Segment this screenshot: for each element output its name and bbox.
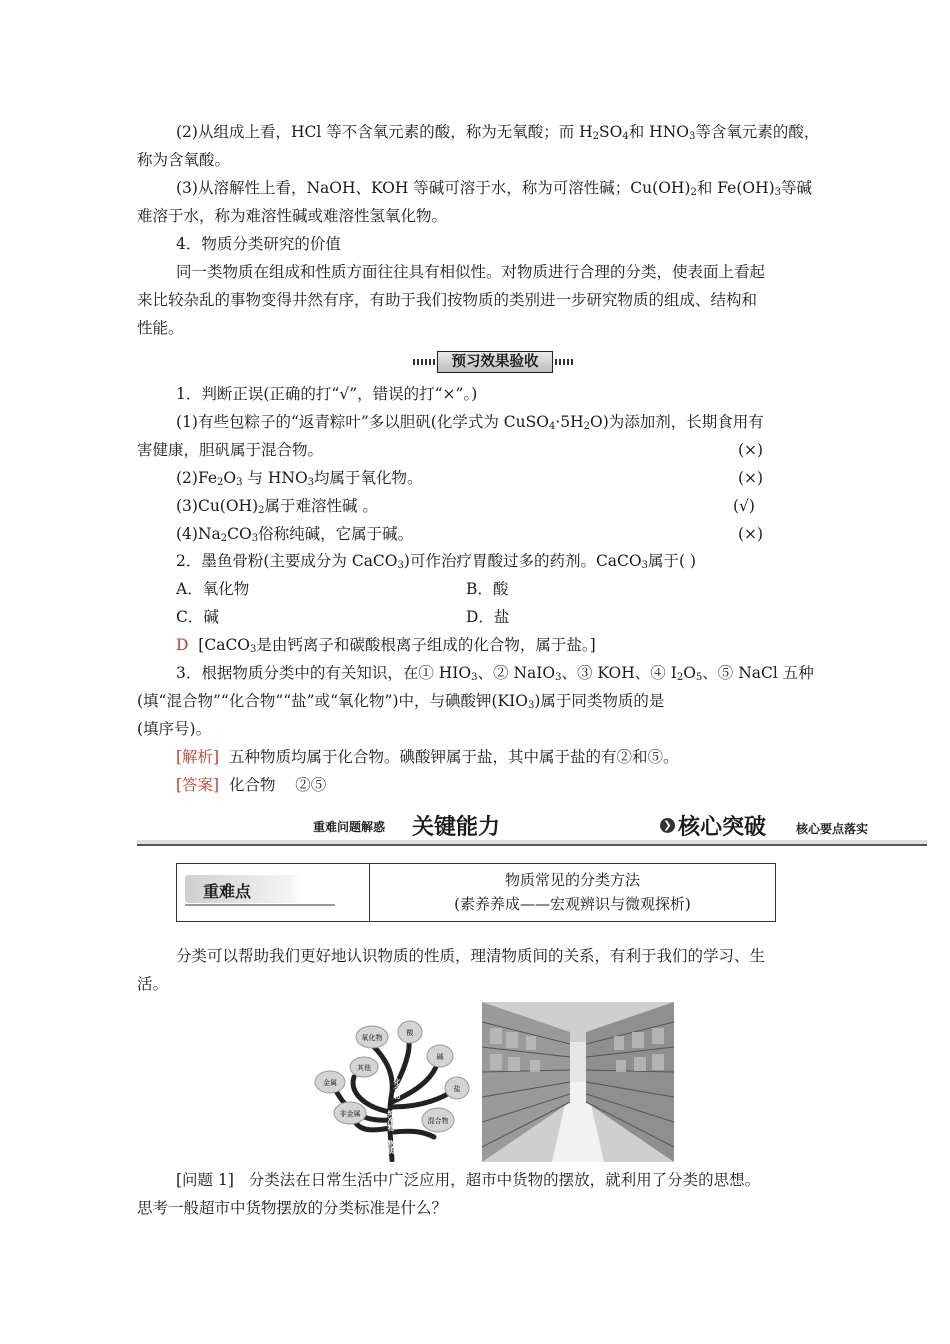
- para-2-line-2: 称为含氧酸。: [137, 151, 231, 169]
- q3-line-1: 3．根据物质分类中的有关知识，在① $HIO_3$、② NaIO$_3$、③ KOH、④ $I_2O_5$、⑤ NaCl 五种: [176, 664, 814, 683]
- q2-stem: 2．墨鱼骨粉(主要成分为 CaCO$_3$)可作治疗胃酸过多的药剂。CaCO$_3$属于( ): [176, 552, 697, 571]
- para-3-line-2: 难溶于水，称为难溶性碱或难溶性氢氧化物。: [137, 207, 448, 225]
- key-point-title-cell: [370, 864, 775, 925]
- problem-1-line-2: 思考一般超市中货物摆放的分类标准是什么？: [137, 1199, 448, 1217]
- q1-item-4-mark: (×): [738, 525, 764, 543]
- q1-item-3-mark: (√): [733, 497, 755, 515]
- q2-answer: D [CaCO$_3$是由钙离子和碳酸根离子组成的化合物，属于盐。]: [176, 636, 596, 655]
- tree-leaf-oxide: 氧化物: [361, 1034, 383, 1042]
- banner-right-caption: 核心要点落实: [796, 822, 869, 836]
- analysis-tag: [解析]: [176, 748, 220, 766]
- value-para-line-2: 来比较杂乱的事物变得井然有序，有助于我们按物质的类别进一步研究物质的组成、结构和: [137, 291, 758, 309]
- tree-leaf-base: 碱: [436, 1053, 444, 1061]
- tree-leaf-mixture: 混合物: [427, 1117, 449, 1125]
- intro-line-1: 分类可以帮助我们更好地认识物质的性质，理清物质间的关系，有利于我们的学习、生: [176, 947, 766, 965]
- para-2-line-1: (2)从组成上看，HCl 等不含氧元素的酸，称为无氧酸；而 $H_2SO_4$和 $HNO_3$等含氧元素的酸，: [176, 123, 820, 142]
- tree-leaf-acid: 酸: [406, 1029, 414, 1037]
- value-para-line-3: 性能。: [137, 319, 184, 337]
- q1-item-4: $(4)Na_2CO_3$俗称纯碱，它属于碱。: [176, 525, 414, 544]
- supermarket-shelf-photo: [482, 1002, 674, 1162]
- q2-option-d: D．盐: [466, 608, 510, 626]
- key-point-label-cell: [177, 864, 370, 921]
- q3-line-2: (填“混合物”“化合物”“盐”或“氧化物”)中，与碘酸钾$(KIO_3)$属于同类物质的是: [137, 692, 665, 711]
- para-3-line-1: (3)从溶解性上看，NaOH、KOH 等碱可溶于水，称为可溶性碱；$Cu(OH)_2$和 $Fe(OH)_3$等碱: [176, 179, 813, 198]
- q1-item-1-line-1: (1)有些包粽子的“返青粽叶”多以胆矾(化学式为 $CuSO_4\cdot 5H_2O$)为添加剂，长期食用有: [176, 413, 764, 432]
- q1-item-2: $(2)Fe_2O_3$ 与 $HNO_3$均属于氧化物。: [176, 469, 423, 488]
- q2-option-c: C．碱: [176, 608, 219, 626]
- problem-1-tag: [问题 1]: [176, 1171, 234, 1189]
- tree-leaf-metal: 金属: [323, 1079, 337, 1087]
- tree-trunk-pure: 纯净物: [387, 1110, 395, 1131]
- banner-title-2: 核心突破: [678, 815, 767, 840]
- tree-leaf-salt: 盐: [453, 1085, 461, 1093]
- q1-item-1-mark: (×): [738, 441, 764, 459]
- key-point-subtitle: (素养养成——宏观辨识与微观探析): [454, 895, 691, 913]
- q3-analysis: [解析] 五种物质均属于化合物。碘酸钾属于盐，其中属于盐的有②和⑤。: [176, 748, 679, 766]
- chevron-right-icon: ❯: [660, 818, 675, 833]
- banner-underline: [137, 840, 927, 844]
- classification-tree-image: [314, 1012, 476, 1162]
- value-para-line-1: 同一类物质在组成和性质方面往往具有相似性。对物质进行合理的分类，使表面上看起: [176, 263, 766, 281]
- tree-leaf-nonmetal: 非金属: [339, 1110, 361, 1118]
- q1-item-3: $(3)Cu(OH)_2$属于难溶性碱 。: [176, 497, 378, 516]
- key-point-box: [176, 863, 776, 922]
- banner-left-caption: 重难问题解惑: [313, 820, 386, 834]
- problem-1-line-1: [问题 1] 分类法在日常生活中广泛应用，超市中货物的摆放，就利用了分类的思想。: [176, 1171, 761, 1189]
- section-heading-4: 4．物质分类研究的价值: [176, 235, 341, 253]
- q1-stem: 1．判断正误(正确的打“√”，错误的打“×”。): [176, 385, 478, 403]
- q3-answer: [答案] 化合物 ②⑤: [176, 776, 327, 794]
- answer-tag: [答案]: [176, 776, 220, 794]
- preview-check-title: 预习效果验收: [437, 351, 553, 373]
- tree-trunk-compound: 化合物: [393, 1078, 401, 1099]
- q2-option-a: A．氧化物: [176, 580, 250, 598]
- q2-answer-letter: D: [176, 636, 189, 654]
- key-point-tag: 重难点: [185, 875, 301, 903]
- q3-line-3: (填序号)。: [137, 720, 212, 738]
- intro-line-2: 活。: [137, 975, 169, 993]
- q2-option-b: B．酸: [466, 580, 509, 598]
- key-point-title: 物质常见的分类方法: [504, 871, 640, 889]
- tree-root-matter: 物质: [387, 1140, 395, 1154]
- supermarket-aisle-icon: [482, 1002, 674, 1162]
- q1-item-2-mark: (×): [738, 469, 764, 487]
- preview-check-banner: [413, 351, 575, 373]
- tree-leaf-other: 其他: [357, 1064, 371, 1072]
- banner-title-1: 关键能力: [412, 815, 501, 840]
- q1-item-1-line-2: 害健康，胆矾属于混合物。: [137, 441, 324, 459]
